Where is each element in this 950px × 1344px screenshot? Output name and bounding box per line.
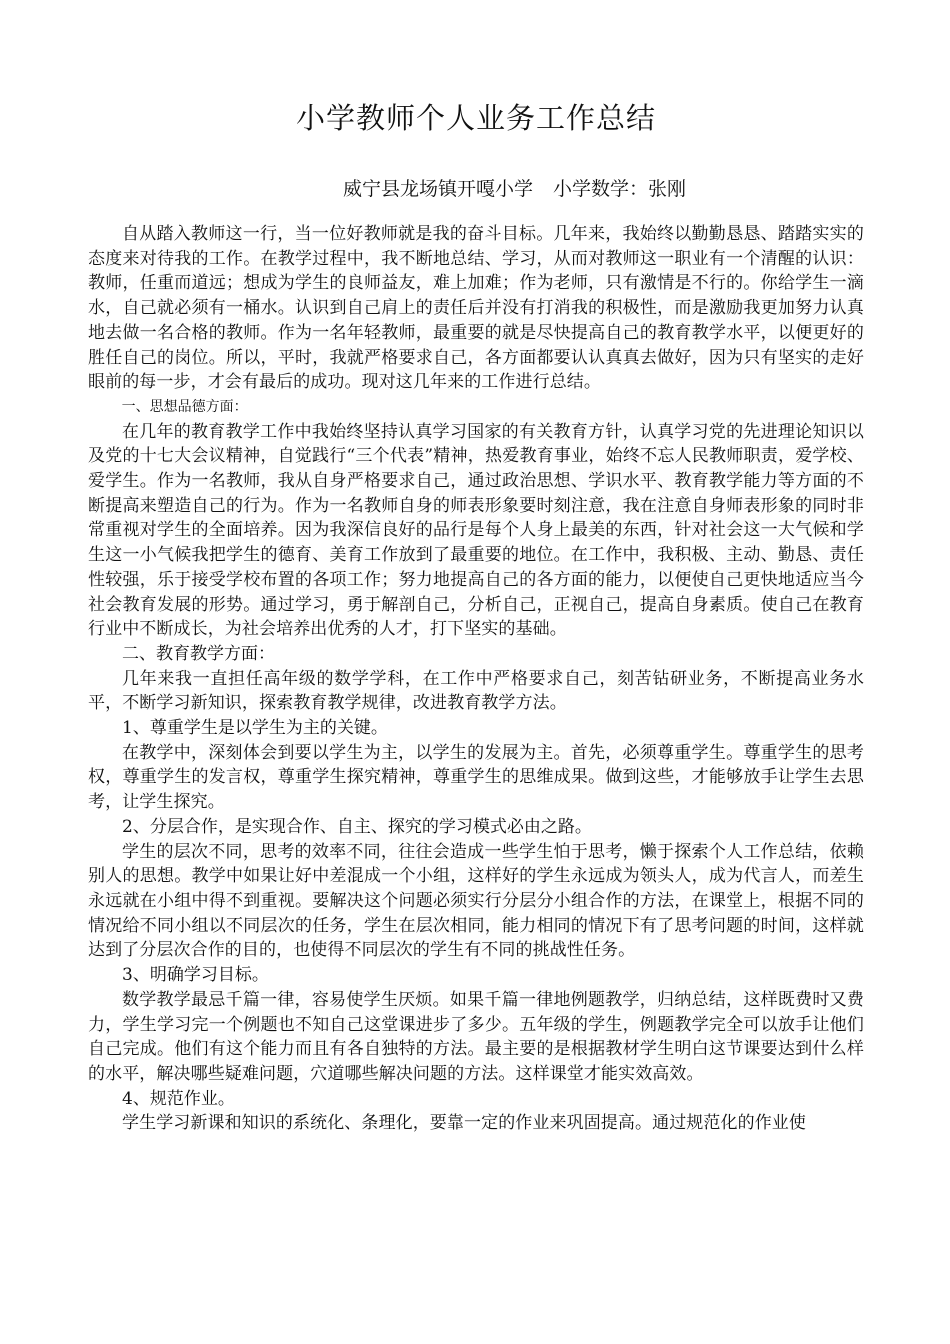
- document-body: [88, 222, 864, 1136]
- paragraph-learning-goals: 数学教学最忌千篇一律，容易使学生厌烦。如果千篇一律地例题教学，归纳总结，这样既费时又费力，学生学习完一个例题也不知自己这堂课进步了多少。五年级的学生，例题教学完全可以放手让他们自己完成。他们有这个能力而且有各自独特的方法。最主要的是根据教材学生明白这节课要达到什么样的水平，解决哪些疑难问题，穴道哪些解决问题的方法。这样课堂才能实效高效。: [88, 989, 864, 1084]
- paragraph-teaching: 几年来我一直担任高年级的数学学科，在工作中严格要求自己，刻苦钻研业务，不断提高业务水平，不断学习新知识，探索教育教学规律，改进教育教学方法。: [88, 668, 864, 714]
- paragraph-intro: 自从踏入教师这一行，当一位好教师就是我的奋斗目标。几年来，我始终以勤勤恳恳、踏踏实实的态度来对待我的工作。在教学过程中，我不断地总结、学习，从而对教师这一职业有一个清醒的认识：教师，任重而道远；想成为学生的良师益友，难上加难；作为老师，只有激情是不行的。你给学生一滴水，自己就必须有一桶水。认识到自己肩上的责任后并没有打消我的积极性，而是激励我更加努力认真地去做一名合格的教师。作为一名年轻教师，最重要的就是尽快提高自己的教育教学水平，以便更好的胜任自己的岗位。所以，平时，我就严格要求自己，各方面都要认认真真去做好，因为只有坚实的走好眼前的每一步，才会有最后的成功。现对这几年来的工作进行总结。: [88, 224, 864, 393]
- section-heading-teaching: 二、教育教学方面：: [122, 643, 275, 664]
- paragraph-ideology: 在几年的教育教学工作中我始终坚持认真学习国家的有关教育方针，认真学习党的先进理论知识以及党的十七大会议精神，自觉践行“三个代表”精神，热爱教育事业，始终不忘人民教师职责，爱学校、爱学生。作为一名教师，我从自身严格要求自己，通过政治思想、学识水平、教育教学能力等方面的不断提高来塑造自己的行为。作为一名教师自身的师表形象要时刻注意，我在注意自身师表形象的同时非常重视对学生的全面培养。因为我深信良好的品行是每个人身上最美的东西，针对社会这一大气候和学生这一小气候我把学生的德育、美育工作放到了最重要的地位。在工作中，我积极、主动、勤恳、责任性较强，乐于接受学校布置的各项工作；努力地提高自己的各方面的能力，以便使自己更快地适应当今社会教育发展的形势。通过学习，勇于解剖自己，分析自己，正视自己，提高自身素质。使自己在教育行业中不断成长，为社会培养出优秀的人才，打下坚实的基础。: [88, 421, 864, 640]
- subheading-respect-students: 1、尊重学生是以学生为主的关键。: [122, 718, 388, 739]
- subheading-layered-cooperation: 2、分层合作，是实现合作、自主、探究的学习模式必由之路。: [122, 816, 592, 837]
- paragraph-respect-students: 在教学中，深刻体会到要以学生为主，以学生的发展为主。首先，必须尊重学生。尊重学生的思考权，尊重学生的发言权，尊重学生探究精神，尊重学生的思维成果。做到这些，才能够放手让学生去思考，让学生探究。: [88, 742, 864, 813]
- author-line: [88, 176, 864, 202]
- subject-author: 小学数学：张刚: [553, 178, 687, 200]
- subheading-homework: 4、规范作业。: [122, 1088, 235, 1109]
- subheading-learning-goals: 3、明确学习目标。: [122, 965, 269, 986]
- document-title: 小学教师个人业务工作总结: [295, 101, 656, 135]
- paragraph-homework: 学生学习新课和知识的系统化、条理化，要靠一定的作业来巩固提高。通过规范化的作业使: [122, 1113, 806, 1134]
- paragraph-layered-cooperation: 学生的层次不同，思考的效率不同，往往会造成一些学生怕于思考，懒于探索个人工作总结，依赖别人的思想。教学中如果让好中差混成一个小组，这样好的学生永远成为领头人，成为代言人，而差生永远就在小组中得不到重视。要解决这个问题必须实行分层分小组合作的方法，在课堂上，根据不同的情况给不同小组以不同层次的任务，学生在层次相同，能力相同的情况下有了思考问题的时间，这样就达到了分层次合作的目的，也使得不同层次的学生有不同的挑战性任务。: [88, 841, 864, 961]
- section-heading-ideology: 一、思想品德方面：: [121, 398, 248, 415]
- school-name: 威宁县龙场镇开嘎小学: [343, 178, 534, 200]
